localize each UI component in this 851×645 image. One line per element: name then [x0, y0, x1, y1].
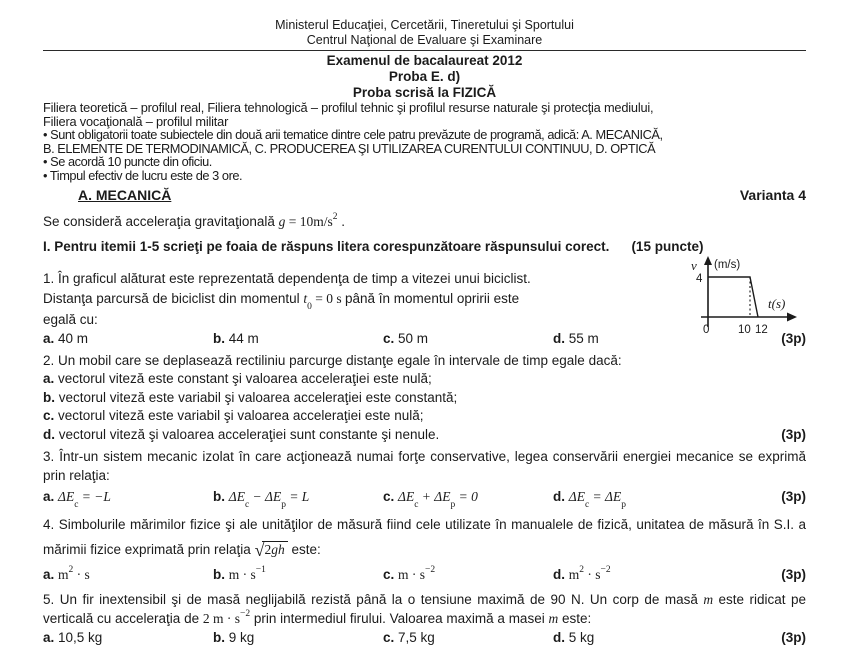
q3-option-b-sub1: c [244, 499, 250, 510]
q4-option-c-sup1: −2 [425, 565, 436, 576]
q4-option-a-mid: · s [73, 567, 90, 582]
q5-text-3: prin intermediul firului. Valoarea maximă a masei [250, 611, 549, 626]
question-4 [43, 512, 806, 587]
q1-option-b-text: 44 m [228, 331, 259, 346]
bullet-subjects-line1: • Sunt obligatorii toate subiectele din două arii tematice dintre cele patru prevăzute de programă, adică: A. MECANICĂ, [43, 127, 663, 142]
q5-mass-symbol-1: m [703, 592, 714, 607]
graph-xtick-0: 0 [703, 324, 710, 336]
q4-rad-vars: gh [271, 542, 285, 557]
q2-option-b-text: vectorul viteză este variabil şi valoarea acceleraţiei este constantă; [58, 389, 458, 405]
q4-text [43, 512, 806, 563]
q3-option-a-mid: = −L [78, 489, 111, 504]
q5-option-d [553, 628, 781, 645]
q4-options [43, 563, 806, 587]
bullet-subjects-line2: B. ELEMENTE DE TERMODINAMICĂ, C. PRODUCEREA ŞI UTILIZAREA CURENTULUI CONTINUU, D. OPTICĂ [43, 140, 656, 156]
title-block [43, 53, 806, 101]
q3-option-a-label: a. [43, 489, 55, 504]
exam-subject: Proba scrisă la FIZICĂ [352, 85, 497, 100]
q5-text [43, 590, 806, 628]
exam-title: Examenul de bacalaureat 2012 [326, 53, 523, 68]
ministry-line2: Centrul Naţional de Evaluare şi Examinare [306, 33, 543, 47]
q2-option-b [43, 389, 806, 408]
graph-xtick-10: 10 [738, 324, 751, 336]
q3-option-c-pre: ΔE [398, 489, 415, 504]
q3-options [43, 485, 806, 509]
q3-option-b-label: b. [213, 489, 225, 504]
q2-option-d-text: vectorul viteză şi valoarea acceleraţiei sunt constante şi nenule. [58, 426, 440, 442]
graph-xtick-12: 12 [755, 324, 768, 336]
q5-text-4: este: [558, 611, 592, 626]
q5-text-1: 5. Un fir inextensibil şi de masă neglijabilă rezistă până la o tensiune maximă de 90 N. Un corp de masă [43, 592, 704, 607]
q1-line2 [43, 288, 656, 310]
q4-option-d-sup2: −2 [600, 565, 611, 576]
q3-points: (3p) [781, 489, 806, 504]
q4-option-d-label: d. [553, 567, 565, 582]
q1-line1: 1. În graficul alăturat este reprezentată dependenţa de timp a vitezei unui biciclist. [43, 271, 531, 286]
q5-text-2: este ridicat pe verticală cu acceleraţia de [43, 592, 806, 626]
instructions-bullets [43, 128, 806, 182]
q1-option-d-label: d. [553, 331, 565, 346]
q5-options [43, 628, 806, 645]
question-2 [43, 351, 806, 444]
q3-option-a-pre: ΔE [58, 489, 75, 504]
q1-points: (3p) [781, 331, 806, 346]
bullet-time: • Timpul efectiv de lucru este de 3 ore. [43, 167, 243, 183]
q4-option-a-label: a. [43, 567, 55, 582]
q4-option-a-sup1: 2 [68, 565, 74, 576]
q1-option-c-text: 50 m [398, 331, 429, 346]
q3-option-a [43, 485, 213, 509]
q5-option-b-text: 9 kg [228, 630, 255, 645]
q3-option-b-sub2: p [281, 499, 286, 510]
velocity-time-graph [688, 255, 798, 339]
q3-option-c-mid: + ΔE [418, 489, 451, 504]
q5-points: (3p) [781, 630, 806, 645]
question-1 [43, 258, 806, 348]
q1-option-c-label: c. [383, 331, 395, 346]
q1-option-a-label: a. [43, 331, 55, 346]
q4-option-b-pre: m · s [228, 567, 256, 582]
q2-option-d [43, 426, 806, 445]
q3-option-c-sub2: p [450, 499, 456, 510]
q5-accel-exponent: −2 [239, 609, 251, 620]
q4-sqrt-formula [255, 537, 288, 563]
q3-option-d-pre: ΔE [568, 489, 585, 504]
q3-option-c [383, 485, 553, 509]
q1-t-value: = 0 s [311, 291, 346, 306]
q4-option-a-pre: m [58, 567, 69, 582]
q3-option-d-sub1: c [584, 499, 590, 510]
radical-sign: √ [254, 540, 265, 560]
q4-option-c-label: c. [383, 567, 395, 582]
q4-text-post: este: [287, 542, 321, 557]
q4-option-c-pre: m · s [398, 567, 426, 582]
part1-points: (15 puncte) [631, 239, 704, 254]
section-title: A. MECANICĂ [78, 187, 172, 203]
q4-points: (3p) [781, 567, 806, 582]
q2-option-a-text: vectorul viteză este constant şi valoarea acceleraţiei este nulă; [58, 371, 432, 386]
q4-option-d-pre: m [568, 567, 580, 582]
filiera-block [43, 101, 806, 128]
velocity-time-graph-svg [688, 255, 798, 339]
q2-option-c [43, 407, 806, 426]
q5-accel-value: 2 m · s [202, 611, 240, 626]
q5-option-c [383, 628, 553, 645]
gravity-symbol: g [278, 214, 286, 229]
q4-option-b-label: b. [213, 567, 225, 582]
q3-option-d-label: d. [553, 489, 565, 504]
q1-option-b-label: b. [213, 331, 225, 346]
q2-option-a-label: a. [43, 371, 55, 386]
q3-option-c-post: = 0 [455, 489, 478, 504]
q2-option-c-label: c. [43, 408, 55, 423]
q1-t-symbol: t [303, 291, 308, 306]
ministry-line1: Ministerul Educaţiei, Cercetării, Tineretului şi Sportului [275, 18, 574, 32]
q5-option-a [43, 628, 213, 645]
header-divider [43, 50, 806, 51]
q1-option-a-text: 40 m [58, 331, 89, 346]
q1-t-subscript: 0 [307, 301, 312, 312]
q1-option-c [383, 329, 553, 348]
part1-heading-row [43, 237, 806, 256]
q1-option-d-text: 55 m [568, 331, 599, 346]
gravity-exponent: 2 [332, 212, 338, 223]
graph-v-label: v [691, 258, 697, 273]
q3-option-b-mid: − ΔE [249, 489, 282, 504]
filiera-line1: Filiera teoretică – profilul real, Filiera tehnologică – profilul tehnic şi profilul resurse naturale şi protecţia mediului, [43, 100, 654, 115]
question-5 [43, 590, 806, 645]
q3-option-b-post: = L [285, 489, 310, 504]
q1-option-b [213, 329, 383, 348]
filiera-line2: Filiera vocaţională – profilul militar [43, 113, 229, 129]
q2-option-d-label: d. [43, 426, 55, 442]
q5-option-d-text: 5 kg [568, 630, 595, 645]
q5-option-b-label: b. [213, 630, 225, 645]
q3-option-a-sub1: c [74, 499, 79, 510]
q5-mass-symbol-2: m [548, 611, 559, 626]
gravity-value: = 10m/s [285, 214, 333, 229]
q5-option-a-label: a. [43, 630, 55, 645]
gravity-period: . [337, 214, 346, 229]
q1-line3: egală cu: [43, 312, 98, 327]
q3-option-c-label: c. [383, 489, 395, 504]
q4-option-d-mid: · s [584, 567, 601, 582]
section-row [43, 187, 806, 203]
part1-heading: I. Pentru itemii 1-5 scrieţi pe foaia de răspuns litera corespunzătoare răspunsului corect. [43, 239, 610, 254]
variant-label: Varianta 4 [739, 187, 806, 203]
gravity-text: Se consideră acceleraţia gravitaţională [43, 214, 279, 229]
q3-text: 3. Într-un sistem mecanic izolat în care acţionează numai forţe conservative, legea conservării energiei mecanice se exprimă prin relaţia: [43, 449, 806, 483]
letterhead [43, 18, 806, 48]
q5-option-a-text: 10,5 kg [58, 630, 103, 645]
q4-option-b [213, 563, 383, 587]
graph-v-unit: (m/s) [714, 259, 741, 271]
exam-probe: Proba E. d) [388, 69, 461, 84]
q3-option-c-sub1: c [414, 499, 419, 510]
q3-option-d-mid: = ΔE [589, 489, 622, 504]
bullet-points: • Se acordă 10 puncte din oficiu. [43, 154, 212, 169]
question-3 [43, 447, 806, 509]
graph-ytick-4: 4 [696, 273, 703, 285]
q5-option-b [213, 628, 383, 645]
q2-heading: 2. Un mobil care se deplasează rectiliniu parcurge distanţe egale în intervale de timp egale dacă: [43, 353, 622, 368]
q2-points: (3p) [781, 426, 806, 442]
q3-option-d-sub2: p [621, 499, 626, 510]
q1-line2-post: până în momentul opririi este [345, 291, 520, 306]
q4-option-d [553, 563, 781, 587]
q4-option-c [383, 563, 553, 587]
q3-option-b-pre: ΔE [228, 489, 245, 504]
q4-text-pre: 4. Simbolurile mărimilor fizice şi ale unităţilor de măsură fiind cele utilizate în manualele de fizică, unitatea de măsură în S.I. a mărimii fizice exprimată prin relaţia [43, 517, 806, 557]
q3-option-d [553, 485, 781, 509]
q3-option-b [213, 485, 383, 509]
q5-option-c-text: 7,5 kg [398, 630, 435, 645]
q2-option-c-text: vectorul viteză este variabil şi valoarea acceleraţiei este nulă; [58, 408, 424, 423]
q5-option-d-label: d. [553, 630, 565, 645]
q4-rad-coeff: 2 [264, 542, 272, 557]
q1-line2-pre: Distanţa parcursă de biciclist din momentul [43, 291, 304, 306]
q5-option-c-label: c. [383, 630, 395, 645]
gravity-note [43, 211, 806, 232]
q2-option-a [43, 370, 806, 389]
q4-option-d-sup1: 2 [579, 565, 585, 576]
graph-x-label: t(s) [768, 296, 786, 311]
q4-option-a [43, 563, 213, 587]
q2-option-b-label: b. [43, 389, 55, 405]
q4-option-b-sup1: −1 [255, 565, 266, 576]
q1-option-a [43, 329, 213, 348]
